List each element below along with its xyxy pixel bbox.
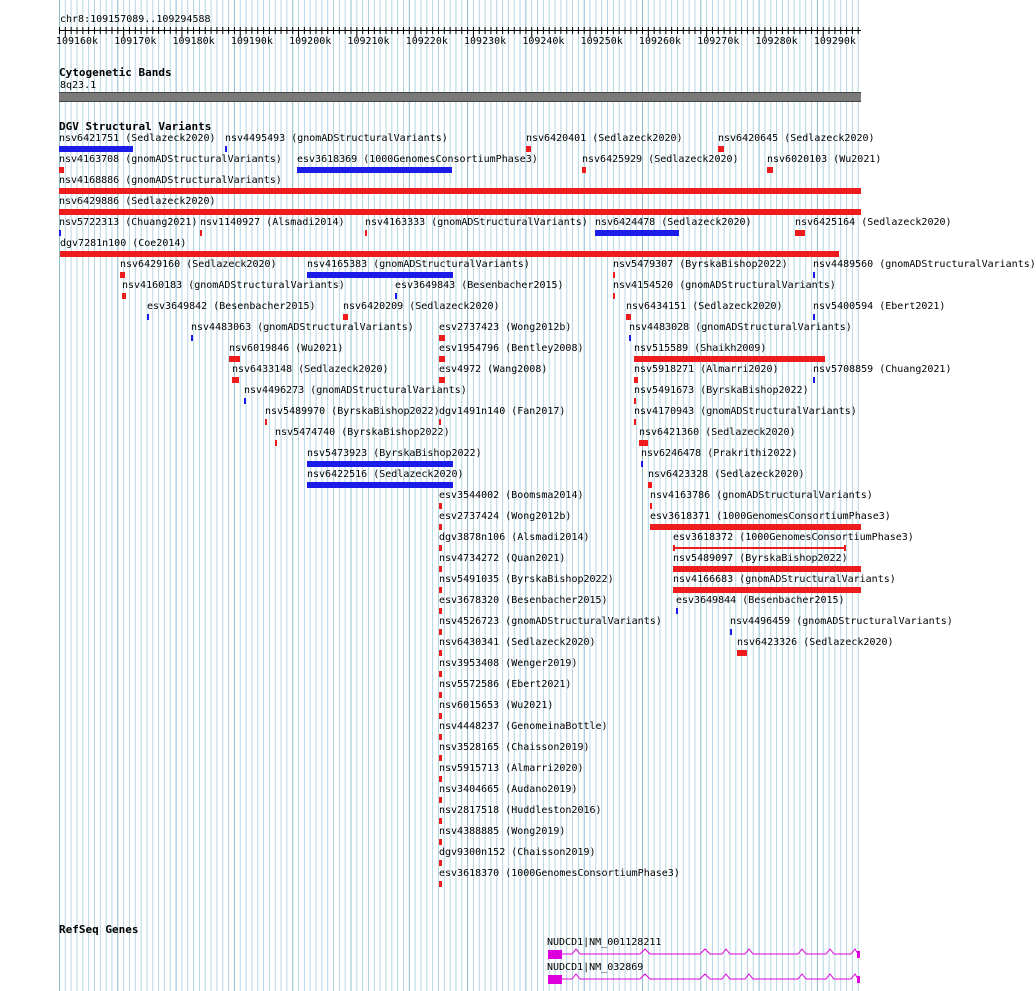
variant-label[interactable]: esv3649843 (Besenbacher2015) <box>395 280 564 291</box>
variant-label[interactable]: nsv6433148 (Sedlazeck2020) <box>232 364 389 375</box>
ruler-tick-label: 109220k <box>405 36 448 47</box>
variant-feature[interactable] <box>439 545 442 551</box>
variant-label[interactable]: esv3649844 (Besenbacher2015) <box>676 595 845 606</box>
variant-feature[interactable] <box>439 755 442 761</box>
variant-feature[interactable] <box>229 356 240 362</box>
variant-feature[interactable] <box>439 587 442 593</box>
variant-feature[interactable] <box>718 146 724 152</box>
variant-feature[interactable] <box>365 230 367 236</box>
variant-label[interactable]: nsv6019846 (Wu2021) <box>229 343 344 354</box>
variant-label[interactable]: nsv6423328 (Sedlazeck2020) <box>648 469 805 480</box>
variant-feature[interactable] <box>120 272 125 278</box>
variant-feature[interactable] <box>650 524 861 530</box>
variant-label[interactable]: esv3618372 (1000GenomesConsortiumPhase3) <box>673 532 914 543</box>
variant-label[interactable]: nsv1140927 (Alsmadi2014) <box>200 217 345 228</box>
variant-feature[interactable] <box>648 482 652 488</box>
ruler-tick-label: 109210k <box>347 36 390 47</box>
variant-feature[interactable] <box>59 146 133 152</box>
variant-label[interactable]: esv3678320 (Besenbacher2015) <box>439 595 608 606</box>
variant-label[interactable]: esv3618370 (1000GenomesConsortiumPhase3) <box>439 868 680 879</box>
variant-label[interactable]: nsv6421360 (Sedlazeck2020) <box>639 427 796 438</box>
variant-label[interactable]: nsv3953408 (Wenger2019) <box>439 658 578 669</box>
variant-label[interactable]: nsv4734272 (Quan2021) <box>439 553 566 564</box>
variant-label[interactable]: dgv3878n106 (Alsmadi2014) <box>439 532 590 543</box>
variant-feature[interactable] <box>307 482 453 488</box>
variant-feature[interactable] <box>307 272 453 278</box>
variant-label[interactable]: nsv4163786 (gnomADStructuralVariants) <box>650 490 873 501</box>
variant-feature[interactable] <box>634 398 636 404</box>
variant-feature[interactable] <box>439 881 442 887</box>
variant-feature[interactable] <box>439 692 442 698</box>
variant-feature[interactable] <box>297 167 452 173</box>
variant-label[interactable]: esv3618369 (1000GenomesConsortiumPhase3) <box>297 154 538 165</box>
variant-label[interactable]: nsv4496459 (gnomADStructuralVariants) <box>730 616 953 627</box>
variant-label[interactable]: nsv4483028 (gnomADStructuralVariants) <box>629 322 852 333</box>
variant-feature[interactable] <box>439 818 442 824</box>
variant-feature[interactable] <box>639 440 648 446</box>
variant-label[interactable]: nsv6434151 (Sedlazeck2020) <box>626 301 783 312</box>
ruler-tick-label: 109240k <box>522 36 565 47</box>
variant-feature[interactable] <box>275 440 277 446</box>
variant-label[interactable]: nsv4496273 (gnomADStructuralVariants) <box>244 385 467 396</box>
variant-feature[interactable] <box>439 608 442 614</box>
variant-label[interactable]: nsv6429886 (Sedlazeck2020) <box>59 196 216 207</box>
variant-label[interactable]: nsv5479307 (ByrskaBishop2022) <box>613 259 788 270</box>
variant-label[interactable]: nsv6430341 (Sedlazeck2020) <box>439 637 596 648</box>
variant-feature[interactable] <box>595 230 679 236</box>
variant-feature[interactable] <box>676 608 678 614</box>
variant-label[interactable]: esv2737424 (Wong2012b) <box>439 511 572 522</box>
ruler-tick-label: 109280k <box>755 36 798 47</box>
variant-label[interactable]: nsv5918271 (Almarri2020) <box>634 364 779 375</box>
variant-feature[interactable] <box>526 146 531 152</box>
variant-label[interactable]: nsv4168886 (gnomADStructuralVariants) <box>59 175 282 186</box>
ruler-tick-label: 109200k <box>289 36 332 47</box>
ruler-tick-label: 109180k <box>172 36 215 47</box>
variant-label[interactable]: nsv5491673 (ByrskaBishop2022) <box>634 385 809 396</box>
variant-label[interactable]: nsv515589 (Shaikh2009) <box>634 343 767 354</box>
variant-label[interactable]: esv3544002 (Boomsma2014) <box>439 490 584 501</box>
variant-label[interactable]: nsv5722313 (Chuang2021) <box>59 217 198 228</box>
variant-label[interactable]: esv3649842 (Besenbacher2015) <box>147 301 316 312</box>
variant-label[interactable]: nsv3528165 (Chaisson2019) <box>439 742 590 753</box>
variant-feature-cap <box>673 545 675 551</box>
variant-label[interactable]: nsv6422516 (Sedlazeck2020) <box>307 469 464 480</box>
variant-label[interactable]: nsv6425164 (Sedlazeck2020) <box>795 217 952 228</box>
ruler-tick-label: 109170k <box>114 36 157 47</box>
variant-label[interactable]: nsv4163708 (gnomADStructuralVariants) <box>59 154 282 165</box>
refseq-gene-models[interactable] <box>0 946 890 991</box>
variant-label[interactable]: nsv6420209 (Sedlazeck2020) <box>343 301 500 312</box>
gene-label-nm-032869[interactable]: NUDCD1|NM_032869 <box>547 962 644 973</box>
ruler-tick-label: 109260k <box>638 36 682 47</box>
variant-label[interactable]: esv1954796 (Bentley2008) <box>439 343 584 354</box>
variant-label[interactable]: nsv6425929 (Sedlazeck2020) <box>582 154 739 165</box>
variant-feature[interactable] <box>59 209 861 215</box>
variant-label[interactable]: nsv4526723 (gnomADStructuralVariants) <box>439 616 662 627</box>
variant-feature[interactable] <box>673 547 846 549</box>
variant-feature[interactable] <box>307 461 453 467</box>
variant-label[interactable]: nsv5491035 (ByrskaBishop2022) <box>439 574 614 585</box>
variant-feature[interactable] <box>439 629 442 635</box>
variant-label[interactable]: nsv5473923 (ByrskaBishop2022) <box>307 448 482 459</box>
ruler-tick-label: 109190k <box>230 36 273 47</box>
variant-feature-cap <box>844 545 846 551</box>
variant-feature[interactable] <box>395 293 397 299</box>
variant-label[interactable]: esv2737423 (Wong2012b) <box>439 322 572 333</box>
variant-label[interactable]: nsv6246478 (Prakrithi2022) <box>641 448 798 459</box>
variant-label[interactable]: nsv6015653 (Wu2021) <box>439 700 554 711</box>
variant-label[interactable]: nsv6423326 (Sedlazeck2020) <box>737 637 894 648</box>
dgv-track-title[interactable]: DGV Structural Variants <box>59 120 212 133</box>
variant-feature[interactable] <box>626 314 631 320</box>
variant-feature[interactable] <box>232 377 239 383</box>
variant-label[interactable]: dgv9300n152 (Chaisson2019) <box>439 847 596 858</box>
variant-label[interactable]: nsv4160183 (gnomADStructuralVariants) <box>122 280 345 291</box>
variant-feature[interactable] <box>813 377 815 383</box>
variant-feature[interactable] <box>629 335 631 341</box>
variant-label[interactable]: nsv5708859 (Chuang2021) <box>813 364 952 375</box>
variant-feature[interactable] <box>147 314 149 320</box>
variant-feature[interactable] <box>673 587 861 593</box>
ruler-tick-label: 109250k <box>580 36 623 47</box>
variant-feature[interactable] <box>439 734 442 740</box>
variant-feature[interactable] <box>439 566 442 572</box>
ruler-tick-label: 109230k <box>464 36 507 47</box>
ruler[interactable] <box>0 26 890 48</box>
variant-label[interactable]: nsv5915713 (Almarri2020) <box>439 763 584 774</box>
variant-feature[interactable] <box>343 314 348 320</box>
variant-feature[interactable] <box>795 230 805 236</box>
variant-feature[interactable] <box>730 629 732 635</box>
variant-label[interactable]: nsv4170943 (gnomADStructuralVariants) <box>634 406 857 417</box>
variant-label[interactable]: nsv4489560 (gnomADStructuralVariants) <box>813 259 1036 270</box>
variant-label[interactable]: nsv5489970 (ByrskaBishop2022) <box>265 406 440 417</box>
variant-feature[interactable] <box>439 356 445 362</box>
variant-feature[interactable] <box>59 167 64 173</box>
variant-feature[interactable] <box>439 524 442 530</box>
variant-label[interactable]: nsv4388885 (Wong2019) <box>439 826 566 837</box>
variant-label[interactable]: nsv6421751 (Sedlazeck2020) <box>59 133 216 144</box>
cytoband-track-title[interactable]: Cytogenetic Bands <box>59 66 172 79</box>
variant-label[interactable]: nsv5489097 (ByrskaBishop2022) <box>673 553 848 564</box>
variant-feature[interactable] <box>439 776 442 782</box>
variant-feature[interactable] <box>439 671 442 677</box>
variant-label[interactable]: nsv4448237 (GenomeinaBottle) <box>439 721 608 732</box>
variant-label[interactable]: nsv5572586 (Ebert2021) <box>439 679 572 690</box>
variant-feature[interactable] <box>439 335 445 341</box>
variant-label[interactable]: nsv4163333 (gnomADStructuralVariants) <box>365 217 588 228</box>
variant-label[interactable]: nsv6420401 (Sedlazeck2020) <box>526 133 683 144</box>
variant-feature[interactable] <box>737 650 747 656</box>
variant-feature[interactable] <box>641 461 643 467</box>
variant-label[interactable]: nsv4166683 (gnomADStructuralVariants) <box>673 574 896 585</box>
variant-feature[interactable] <box>813 314 815 320</box>
ruler-tick-label: 109290k <box>813 36 856 47</box>
gene-model-nm-032869[interactable] <box>548 974 860 984</box>
variant-feature[interactable] <box>582 167 586 173</box>
ruler-tick-label: 109160k <box>55 36 99 47</box>
variant-feature[interactable] <box>59 188 861 194</box>
variant-feature[interactable] <box>244 398 246 404</box>
variant-feature[interactable] <box>60 251 839 257</box>
variant-label[interactable]: nsv6420645 (Sedlazeck2020) <box>718 133 875 144</box>
variant-feature[interactable] <box>613 293 615 299</box>
variant-feature[interactable] <box>813 272 815 278</box>
variant-feature[interactable] <box>439 650 442 656</box>
refseq-track-title[interactable]: RefSeq Genes <box>59 923 139 936</box>
variant-feature[interactable] <box>439 839 442 845</box>
variant-label[interactable]: nsv3404665 (Audano2019) <box>439 784 578 795</box>
variant-feature[interactable] <box>265 419 267 425</box>
variant-feature[interactable] <box>613 272 615 278</box>
variant-label[interactable]: nsv5400594 (Ebert2021) <box>813 301 946 312</box>
variant-label[interactable]: dgv1491n140 (Fan2017) <box>439 406 566 417</box>
variant-label[interactable]: nsv2817518 (Huddleston2016) <box>439 805 602 816</box>
variant-label[interactable]: nsv4495493 (gnomADStructuralVariants) <box>225 133 448 144</box>
variant-feature[interactable] <box>673 566 861 572</box>
variant-feature[interactable] <box>439 797 442 803</box>
ruler-range-label: chr8:109157089..109294588 <box>60 14 211 25</box>
variant-feature[interactable] <box>634 356 825 362</box>
variant-feature[interactable] <box>634 419 636 425</box>
variant-feature[interactable] <box>439 377 445 383</box>
variant-feature[interactable] <box>225 146 227 152</box>
ruler-tick-label: 109270k <box>697 36 740 47</box>
variant-feature[interactable] <box>439 419 441 425</box>
variant-feature[interactable] <box>439 713 442 719</box>
variant-label[interactable]: nsv4165383 (gnomADStructuralVariants) <box>307 259 530 270</box>
variant-feature[interactable] <box>650 503 652 509</box>
variant-feature[interactable] <box>200 230 202 236</box>
variant-feature[interactable] <box>122 293 126 299</box>
variant-label[interactable]: nsv6429160 (Sedlazeck2020) <box>120 259 277 270</box>
cytoband-bar[interactable] <box>59 92 861 102</box>
variant-label[interactable]: dgv7281n100 (Coe2014) <box>60 238 187 249</box>
variant-feature[interactable] <box>634 377 638 383</box>
variant-feature[interactable] <box>59 230 61 236</box>
variant-label[interactable]: nsv5474740 (ByrskaBishop2022) <box>275 427 450 438</box>
variant-label[interactable]: esv3618371 (1000GenomesConsortiumPhase3) <box>650 511 891 522</box>
variant-feature[interactable] <box>439 860 442 866</box>
variant-label[interactable]: nsv4154520 (gnomADStructuralVariants) <box>613 280 836 291</box>
gene-model-nm-001128211[interactable] <box>548 949 860 959</box>
cytoband-label: 8q23.1 <box>60 80 97 91</box>
variant-feature[interactable] <box>191 335 193 341</box>
variant-feature[interactable] <box>439 503 442 509</box>
variant-label[interactable]: nsv4483063 (gnomADStructuralVariants) <box>191 322 414 333</box>
variant-label[interactable]: nsv6424478 (Sedlazeck2020) <box>595 217 752 228</box>
variant-label[interactable]: esv4972 (Wang2008) <box>439 364 548 375</box>
variant-feature[interactable] <box>767 167 773 173</box>
variant-label[interactable]: nsv6020103 (Wu2021) <box>767 154 882 165</box>
gene-label-nm-001128211[interactable]: NUDCD1|NM_001128211 <box>547 937 662 948</box>
